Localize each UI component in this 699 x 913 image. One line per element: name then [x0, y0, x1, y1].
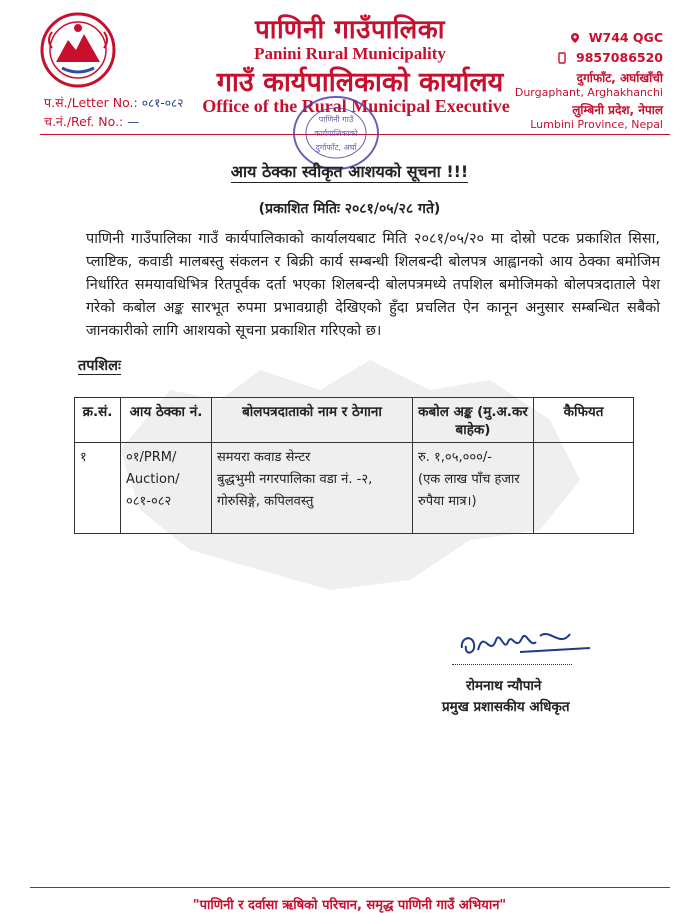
notice-title-text: आय ठेक्का स्वीकृत आशयको सूचना !!! — [230, 162, 469, 181]
cell-amount — [413, 443, 534, 534]
province-np: लुम्बिनी प्रदेश, नेपाल — [572, 103, 663, 117]
location-np: दुर्गाफाँट, अर्घाखाँची — [576, 71, 663, 85]
plus-code-row — [515, 28, 663, 48]
plus-code: W744 QGC — [588, 30, 663, 45]
handwritten-signature — [450, 618, 610, 668]
details-label-text: तपशिलः — [78, 358, 121, 374]
cell-contract-no: ०१/PRM/ Auction/ ०८१-०८२ — [121, 443, 212, 534]
nepal-emblem-icon — [38, 10, 118, 90]
cell-serial: १ — [75, 443, 121, 534]
letter-number-value: ०८१-०८२ — [141, 96, 184, 110]
bidder-address: बुद्धभुमी नगरपालिका वडा नं. -२, गोरुसिङ्गे, कपिलवस्तु — [217, 472, 373, 509]
published-date: (प्रकाशित मितिः २०८१/०५/२८ गते) — [258, 201, 441, 217]
office-name-en: Office of the Rural Municipal Executive — [202, 96, 510, 116]
reference-number-label: च.नं./Ref. No.: — [44, 114, 124, 129]
stamp-line3: दुर्गाफाँट, अर्घा — [315, 143, 357, 152]
stamp-line1: पाणिनी गाउँ — [318, 115, 354, 124]
footer-divider — [30, 887, 670, 888]
cell-remarks — [534, 443, 634, 534]
letter-number-label: प.सं./Letter No.: — [44, 95, 138, 110]
letter-number — [44, 94, 183, 111]
amount-figure: रु. १,०५,०००/- — [418, 450, 492, 465]
signer-title: प्रमुख प्रशासकीय अधिकृत — [442, 699, 570, 715]
amount-words: (एक लाख पाँच हजार रुपैया मात्र।) — [418, 472, 520, 509]
bid-table — [74, 397, 634, 534]
footer-slogan: "पाणिनी र दर्वासा ऋषिको परिचान, समृद्ध पाणिनी गाउँ अभियान" — [192, 898, 507, 913]
municipality-name-np: पाणिनी गाउँपालिका — [255, 15, 445, 45]
signature-line — [452, 664, 572, 665]
signer-name: रोमनाथ न्यौपाने — [466, 678, 542, 694]
location-en: Durgaphant, Arghakhanchi — [514, 86, 663, 99]
col-serial: क्र.सं. — [75, 398, 121, 443]
reference-number — [44, 113, 139, 130]
col-amount: कबोल अङ्क (मु.अ.कर बाहेक) — [413, 398, 534, 443]
bidder-name: समयरा कवाड सेन्टर — [217, 450, 311, 465]
municipality-name-en: Panini Rural Municipality — [254, 44, 446, 63]
details-label — [78, 355, 121, 375]
location-pin-icon — [569, 32, 581, 44]
office-name-np: गाउँ कार्यपालिकाको कार्यालय — [216, 67, 504, 98]
province-en: Lumbini Province, Nepal — [530, 118, 663, 131]
notice-title — [0, 160, 699, 182]
phone-icon — [556, 52, 568, 64]
col-bidder: बोलपत्रदाताको नाम र ठेगाना — [212, 398, 413, 443]
col-contract-no: आय ठेक्का नं. — [121, 398, 212, 443]
table-header-row — [75, 398, 634, 443]
contact-block — [515, 28, 663, 132]
stamp-line2: कार्यपालिकाको — [314, 129, 358, 138]
notice-body: पाणिनी गाउँपालिका गाउँ कार्यपालिकाको कार्यालयबाट मिति २०८१/०५/२० मा दोस्रो पटक प्रकाशित सिसा, प्लाष्टिक, कवाडी मालबस्तु संकलन र बिक्री कार्य सम्बन्धी शिलबन्दी बोलपत्र आह्वानको आय ठेक्का बमोजिम निर्धारित समयावधिभित्र रितपूर्वक दर्ता भएका शिलबन्दी बोलपत्रमध्ये तपशिल बमोजिमको बोलपत्रदाताले पेश गरेको कबोल अङ्क सारभूत रुपमा प्रभावग्राही देखिएको हुँदा प्रचलित ऐन कानून अनुसार सम्बन्धित सबैको जानकारीको लागि आशयको सूचना प्रकाशित गरिएको छ। — [86, 231, 660, 339]
reference-number-value: — — [127, 115, 140, 129]
cell-bidder — [212, 443, 413, 534]
table-row — [75, 443, 634, 534]
phone-row — [515, 48, 663, 68]
phone-number: 9857086520 — [576, 50, 663, 65]
col-remarks: कैफियत — [534, 398, 634, 443]
